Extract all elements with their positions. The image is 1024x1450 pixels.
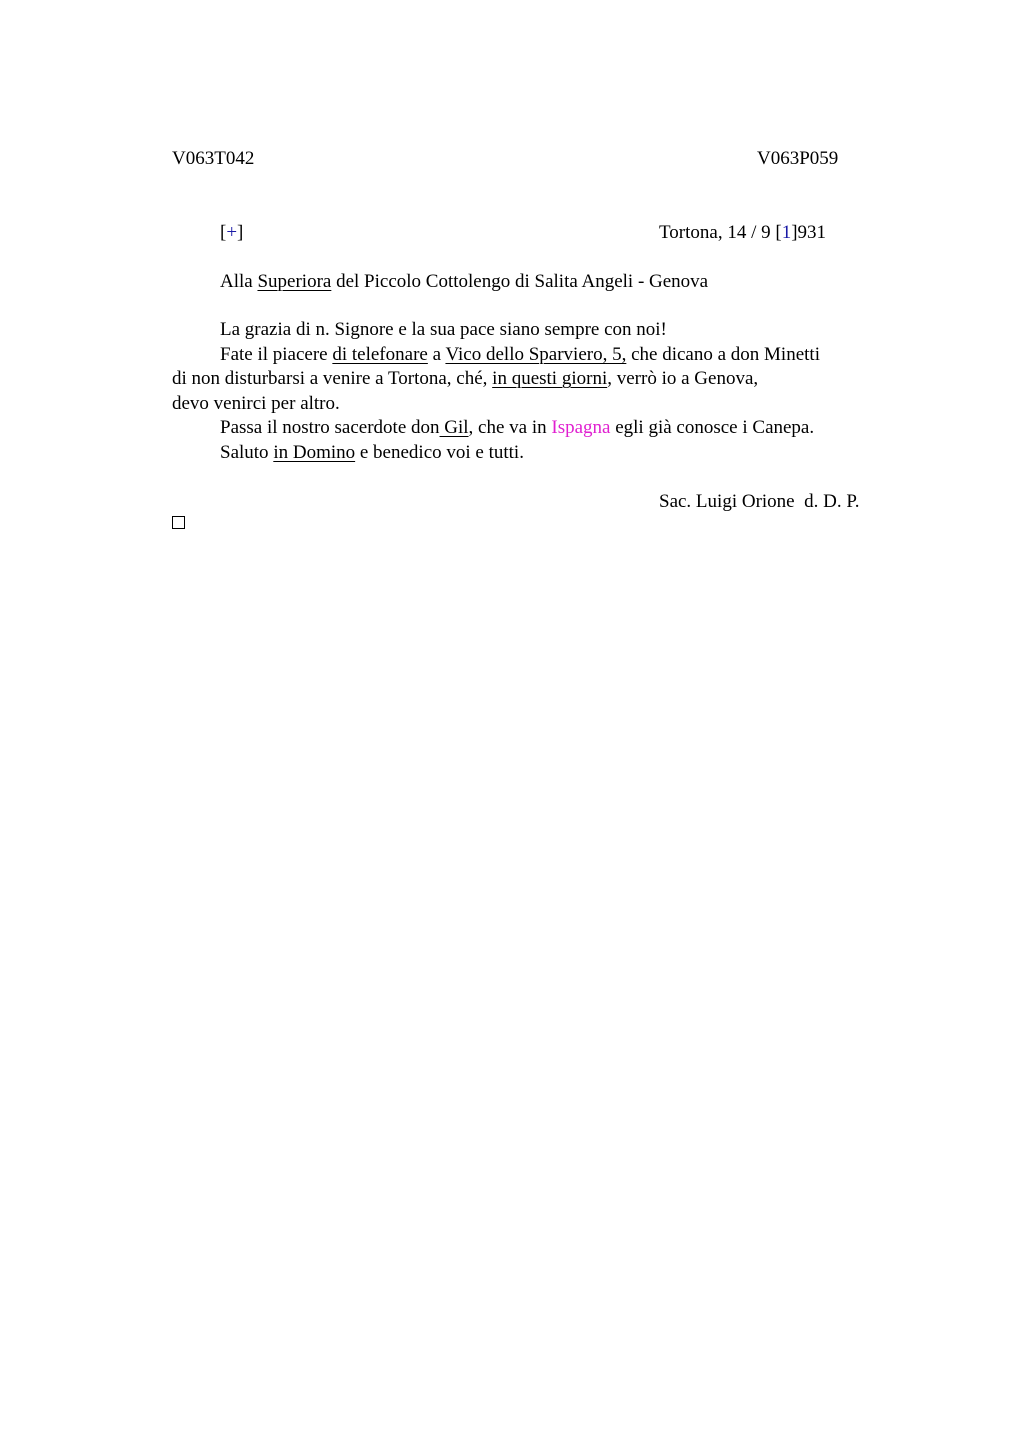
date-inserted-digit: 1 bbox=[781, 222, 792, 243]
end-of-document-square-icon bbox=[172, 516, 185, 529]
body-line-1: La grazia di n. Signore e la sua pace siano sempre con noi! bbox=[220, 319, 667, 340]
line2-text-c: a bbox=[427, 344, 446, 365]
line5-underlined-gil: Gil bbox=[439, 417, 469, 438]
line3-text-c: , verrò io a Genova, bbox=[607, 368, 759, 389]
cross-close-bracket: ] bbox=[237, 222, 244, 243]
body-line-3 bbox=[172, 367, 758, 391]
body-line-5 bbox=[220, 416, 814, 440]
document-code-left: V063T042 bbox=[172, 148, 255, 169]
line5-text-a: Passa il nostro sacerdote don bbox=[220, 417, 440, 438]
line5-text-c: , che va in bbox=[468, 417, 552, 438]
line6-underlined-domino: in Domino bbox=[273, 442, 356, 463]
body-line-6 bbox=[220, 441, 524, 465]
date-line bbox=[659, 221, 826, 245]
addressee-pre: Alla bbox=[220, 271, 258, 292]
line6-text-a: Saluto bbox=[220, 442, 274, 463]
document-code-right: V063P059 bbox=[757, 148, 839, 169]
cross-symbol: + bbox=[226, 222, 238, 243]
cross-open-bracket: [ bbox=[220, 222, 227, 243]
line2-underlined-telefonare: di telefonare bbox=[332, 344, 428, 365]
cross-mark bbox=[220, 221, 243, 245]
line6-text-c: e benedico voi e tutti. bbox=[355, 442, 524, 463]
signature: Sac. Luigi Orione d. D. P. bbox=[659, 491, 860, 512]
line5-highlight-ispagna: Ispagna bbox=[551, 417, 611, 438]
line2-underlined-address: Vico dello Sparviero, 5, bbox=[445, 344, 627, 365]
line2-text-e: che dicano a don Minetti bbox=[626, 344, 820, 365]
line3-text-a: di non disturbarsi a venire a Tortona, ché, bbox=[172, 368, 493, 389]
body-line-4: devo venirci per altro. bbox=[172, 393, 340, 414]
date-prefix: Tortona, 14 / 9 [ bbox=[659, 222, 782, 243]
date-suffix: ]931 bbox=[791, 222, 827, 243]
line3-underlined-giorni: in questi giorni bbox=[492, 368, 608, 389]
body-line-2 bbox=[220, 343, 820, 367]
addressee-post: del Piccolo Cottolengo di Salita Angeli - Genova bbox=[331, 271, 709, 292]
addressee-line bbox=[220, 270, 708, 294]
addressee-superiora: Superiora bbox=[257, 271, 332, 292]
line5-text-e: egli già conosce i Canepa. bbox=[610, 417, 815, 438]
line2-text-a: Fate il piacere bbox=[220, 344, 333, 365]
